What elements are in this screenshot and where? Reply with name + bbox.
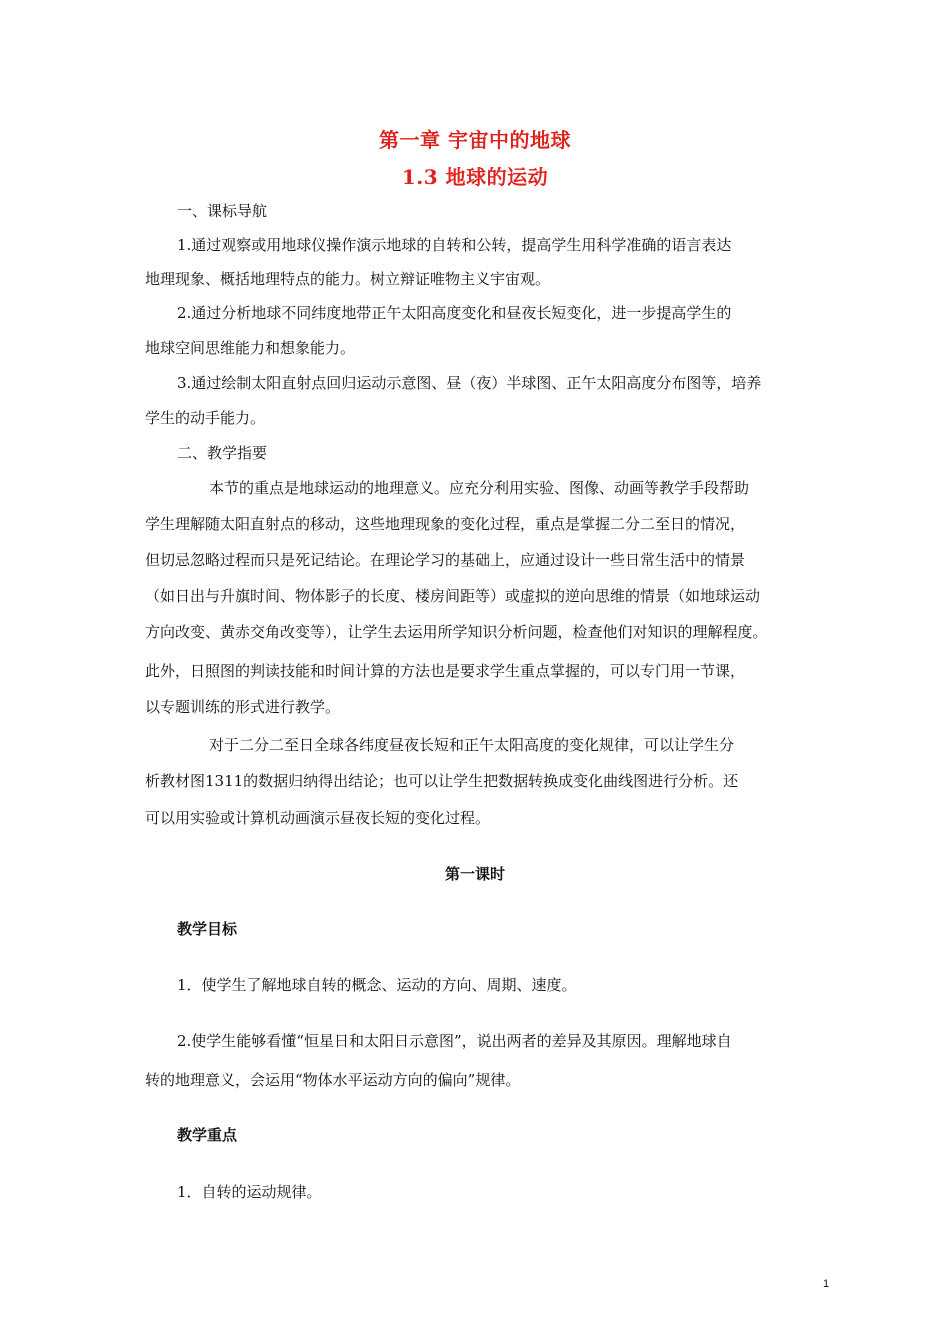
part1-line: 2.通过分析地球不同纬度地带正午太阳高度变化和昼夜长短变化，进一步提高学生的 — [177, 304, 732, 322]
part1-line: 1.通过观察或用地球仪操作演示地球的自转和公转，提高学生用科学准确的语言表达 — [177, 236, 732, 254]
part1-line: 3.通过绘制太阳直射点回归运动示意图、昼（夜）半球图、正午太阳高度分布图等，培养 — [177, 374, 762, 392]
keypoints-heading: 教学重点 — [177, 1126, 238, 1144]
part2-line: 析教材图1311的数据归纳得出结论；也可以让学生把数据转换成变化曲线图进行分析。还 — [145, 772, 739, 790]
part2-heading: 二、教学指要 — [177, 444, 268, 462]
part2-line: 学生理解随太阳直射点的移动，这些地理现象的变化过程，重点是掌握二分二至日的情况， — [145, 515, 746, 533]
keypoint-item: 1．自转的运动规律。 — [177, 1183, 322, 1201]
lesson-title: 第一课时 — [444, 865, 505, 883]
section-title: 1.3 地球的运动 — [401, 165, 549, 189]
objective-item: 1．使学生了解地球自转的概念、运动的方向、周期、速度。 — [177, 976, 577, 994]
part2-line: 本节的重点是地球运动的地理意义。应充分利用实验、图像、动画等教学手段帮助 — [209, 479, 750, 497]
part1-line: 地理现象、概括地理特点的能力。树立辩证唯物主义宇宙观。 — [145, 270, 551, 288]
objective-item: 转的地理意义，会运用“物体水平运动方向的偏向”规律。 — [145, 1071, 521, 1089]
page-number: 1 — [823, 1278, 830, 1290]
part2-line: 但切忌忽略过程而只是死记结论。在理论学习的基础上，应通过设计一些日常生活中的情景 — [145, 551, 746, 569]
chapter-title: 第一章 宇宙中的地球 — [379, 128, 571, 152]
part1-line: 地球空间思维能力和想象能力。 — [145, 339, 356, 357]
part2-line: 以专题训练的形式进行教学。 — [145, 698, 341, 716]
part2-line: 对于二分二至日全球各纬度昼夜长短和正午太阳高度的变化规律，可以让学生分 — [209, 736, 735, 754]
part1-line: 学生的动手能力。 — [145, 409, 266, 427]
part2-line: 此外，日照图的判读技能和时间计算的方法也是要求学生重点掌握的，可以专门用一节课， — [145, 662, 746, 680]
part1-heading: 一、课标导航 — [177, 202, 268, 220]
objectives-heading: 教学目标 — [177, 920, 238, 938]
objective-item: 2.使学生能够看懂“恒星日和太阳日示意图”，说出两者的差异及其原因。理解地球自 — [177, 1032, 732, 1050]
part2-line: （如日出与升旗时间、物体影子的长度、楼房间距等）或虚拟的逆向思维的情景（如地球运动 — [145, 587, 761, 605]
part2-line: 可以用实验或计算机动画演示昼夜长短的变化过程。 — [145, 809, 491, 827]
part2-line: 方向改变、黄赤交角改变等），让学生去运用所学知识分析问题，检查他们对知识的理解程度。 — [145, 623, 768, 641]
